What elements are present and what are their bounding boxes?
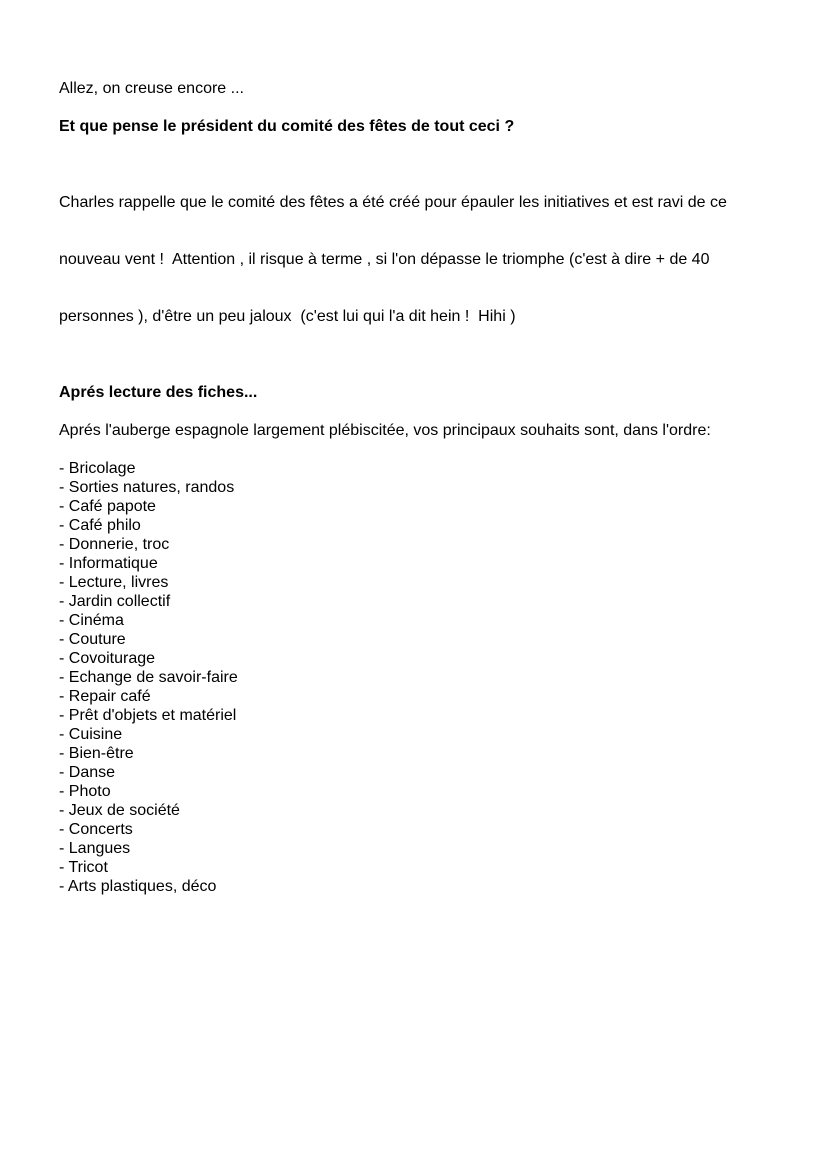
list-item: - Jardin collectif (59, 593, 171, 610)
fiches-heading: Aprés lecture des fiches... (59, 384, 258, 401)
president-line: personnes ), d'être un peu jaloux (c'est lui qui l'a dit hein ! Hihi ) (59, 308, 516, 325)
list-item: - Café papote (59, 498, 156, 515)
president-line: Charles rappelle que le comité des fêtes a été créé pour épauler les initiatives et est ravi de ce (59, 194, 727, 211)
list-item: - Echange de savoir-faire (59, 669, 238, 686)
list-item: - Couture (59, 631, 126, 648)
list-item: - Sorties natures, randos (59, 479, 235, 496)
list-item: - Langues (59, 840, 131, 857)
document-page (59, 79, 759, 896)
list-item: - Café philo (59, 517, 141, 534)
list-item: - Bien-être (59, 745, 134, 762)
president-line: nouveau vent ! Attention , il risque à terme , si l'on dépasse le triomphe (c'est à dire + de 40 (59, 251, 710, 268)
list-item: - Cuisine (59, 726, 123, 743)
list-item: - Arts plastiques, déco (59, 878, 217, 895)
intro-text: Allez, on creuse encore ... (59, 80, 244, 97)
list-item: - Repair café (59, 688, 151, 705)
list-item: - Bricolage (59, 460, 136, 477)
list-item: - Cinéma (59, 612, 124, 629)
fiches-intro-text: Aprés l'auberge espagnole largement plébiscitée, vos principaux souhaits sont, dans l'ordre: (59, 422, 711, 439)
list-item: - Covoiturage (59, 650, 156, 667)
list-item: - Prêt d'objets et matériel (59, 707, 237, 724)
list-item: - Tricot (59, 859, 108, 876)
list-item: - Photo (59, 783, 111, 800)
list-item: - Lecture, livres (59, 574, 169, 591)
list-item: - Donnerie, troc (59, 536, 170, 553)
list-item: - Danse (59, 764, 116, 781)
list-item: - Jeux de société (59, 802, 180, 819)
list-item: - Informatique (59, 555, 158, 572)
wishes-list (59, 459, 759, 896)
president-paragraph (59, 155, 759, 364)
president-heading: Et que pense le président du comité des fêtes de tout ceci ? (59, 118, 515, 135)
list-item: - Concerts (59, 821, 133, 838)
